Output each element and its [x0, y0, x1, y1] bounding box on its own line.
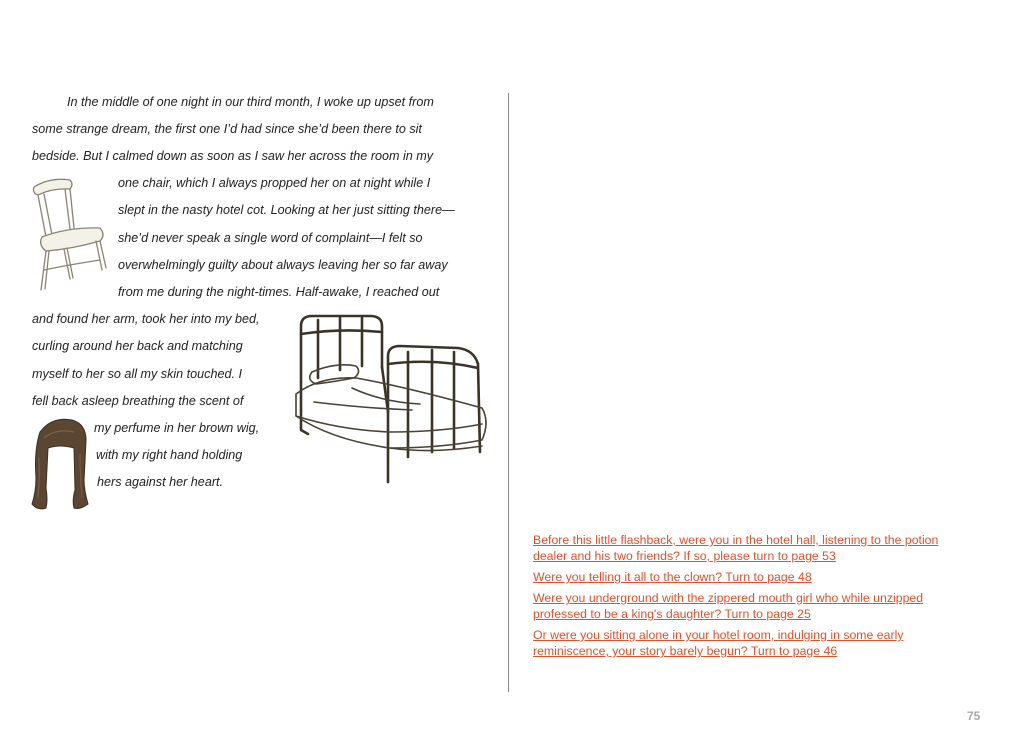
- choice-link-page-46[interactable]: [533, 627, 983, 659]
- choices-list: [533, 532, 983, 664]
- story-line-2: some strange dream, the first one I’d had since she’d been there to sit: [32, 122, 422, 136]
- story-line-5: slept in the nasty hotel cot. Looking at her just sitting there—: [118, 203, 455, 217]
- choice-3-line-1: Were you underground with the zippered mouth girl who while unzipped: [533, 591, 924, 605]
- choice-2-line-1: Were you telling it all to the clown? Turn to page 48: [533, 570, 812, 584]
- story-line-8: from me during the night-times. Half-awake, I reached out: [118, 285, 440, 299]
- story-line-7: overwhelmingly guilty about always leaving her so far away: [118, 258, 448, 272]
- story-line-11: myself to her so all my skin touched. I: [32, 367, 242, 381]
- choice-link-page-25[interactable]: [533, 590, 983, 622]
- story-line-4: one chair, which I always propped her on at night while I: [118, 176, 431, 190]
- page-number: 75: [967, 709, 981, 723]
- story-line-15: hers against her heart.: [97, 475, 224, 489]
- story-line-12: fell back asleep breathing the scent of: [32, 394, 244, 408]
- choice-3-line-2: professed to be a king's daughter? Turn to page 25: [533, 607, 811, 621]
- story-column: [0, 0, 500, 743]
- story-line-1: In the middle of one night in our third month, I woke up upset from: [67, 95, 434, 109]
- page-divider: [508, 93, 509, 692]
- choice-1-line-2: dealer and his two friends? If so, please turn to page 53: [533, 549, 836, 563]
- choice-4-line-2: reminiscence, your story barely begun? Turn to page 46: [533, 644, 838, 658]
- story-line-13: my perfume in her brown wig,: [94, 421, 260, 435]
- story-line-9: and found her arm, took her into my bed,: [32, 312, 260, 326]
- choice-4-line-1: Or were you sitting alone in your hotel room, indulging in some early: [533, 628, 904, 642]
- story-line-6: she’d never speak a single word of complaint—I felt so: [118, 231, 423, 245]
- chair-icon: [28, 175, 108, 295]
- choice-link-page-53[interactable]: [533, 532, 983, 564]
- story-line-14: with my right hand holding: [96, 448, 243, 462]
- choice-1-line-1: Before this little flashback, were you in the hotel hall, listening to the potion: [533, 533, 939, 547]
- story-line-3: bedside. But I calmed down as soon as I saw her across the room in my: [32, 149, 434, 163]
- story-line-10: curling around her back and matching: [32, 339, 243, 353]
- choice-link-page-48[interactable]: [533, 569, 983, 585]
- bed-icon: [292, 312, 492, 490]
- wig-icon: [30, 418, 92, 513]
